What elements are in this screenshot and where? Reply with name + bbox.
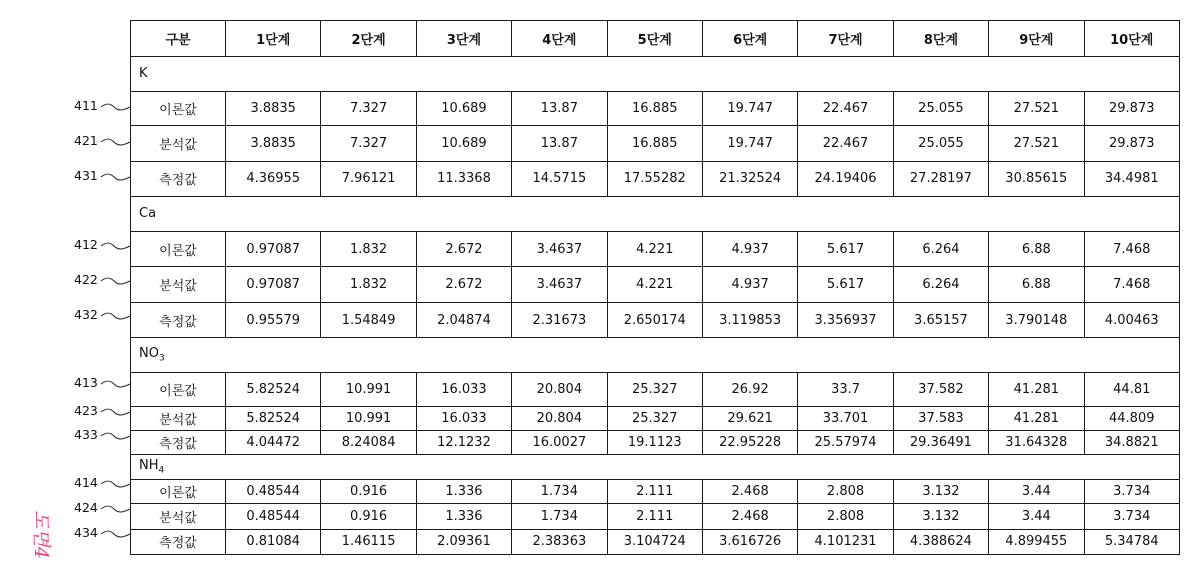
value-cell: 13.87 — [512, 126, 607, 162]
value-cell: 1.734 — [512, 504, 607, 529]
value-cell: 2.808 — [798, 504, 893, 529]
value-cell: 22.95228 — [702, 430, 797, 454]
value-cell: 3.734 — [1084, 479, 1179, 503]
value-cell: 0.97087 — [226, 231, 321, 267]
leader-line — [100, 173, 130, 181]
value-cell: 25.055 — [893, 91, 988, 126]
header-row — [131, 21, 1180, 57]
table-row — [131, 373, 1180, 407]
reference-numerals — [0, 0, 130, 579]
value-cell: 10.991 — [321, 373, 416, 407]
row-name: 분석값 — [131, 267, 226, 303]
value-cell: 2.672 — [416, 267, 511, 303]
value-cell: 0.916 — [321, 504, 416, 529]
figure-label — [14, 505, 52, 570]
value-cell: 2.468 — [702, 479, 797, 503]
value-cell: 4.388624 — [893, 529, 988, 555]
value-cell: 7.468 — [1084, 231, 1179, 267]
leader-line — [100, 242, 130, 250]
value-cell: 16.885 — [607, 91, 702, 126]
value-cell: 16.033 — [416, 373, 511, 407]
value-cell: 24.19406 — [798, 161, 893, 197]
value-cell: 1.46115 — [321, 529, 416, 555]
value-cell: 3.65157 — [893, 302, 988, 338]
value-cell: 16.885 — [607, 126, 702, 162]
value-cell: 0.95579 — [226, 302, 321, 338]
row-name: 측정값 — [131, 430, 226, 454]
value-cell: 2.04874 — [416, 302, 511, 338]
leader-line — [100, 408, 130, 416]
value-cell: 37.583 — [893, 406, 988, 430]
value-cell: 3.790148 — [989, 302, 1084, 338]
value-cell: 4.937 — [702, 267, 797, 303]
table-row — [131, 529, 1180, 555]
section-row — [131, 455, 1180, 479]
reference-numeral: 412 — [74, 236, 98, 252]
value-cell: 3.44 — [989, 504, 1084, 529]
value-cell: 31.64328 — [989, 430, 1084, 454]
leader-line — [100, 312, 130, 320]
value-cell: 12.1232 — [416, 430, 511, 454]
value-cell: 25.327 — [607, 373, 702, 407]
value-cell: 3.734 — [1084, 504, 1179, 529]
value-cell: 29.36491 — [893, 430, 988, 454]
header-cell: 5단계 — [607, 21, 702, 57]
value-cell: 19.747 — [702, 126, 797, 162]
header-cell: 4단계 — [512, 21, 607, 57]
reference-numeral: 423 — [74, 403, 98, 418]
value-cell: 25.327 — [607, 406, 702, 430]
table-row — [131, 267, 1180, 303]
value-cell: 10.689 — [416, 91, 511, 126]
value-cell: 1.832 — [321, 267, 416, 303]
table-row — [131, 161, 1180, 197]
section-label — [131, 197, 1180, 232]
value-cell: 2.31673 — [512, 302, 607, 338]
value-cell: 34.8821 — [1084, 430, 1179, 454]
row-name: 측정값 — [131, 529, 226, 555]
value-cell: 3.132 — [893, 504, 988, 529]
table-row — [131, 302, 1180, 338]
value-cell: 3.616726 — [702, 529, 797, 555]
section-label-text: NO — [139, 346, 159, 362]
value-cell: 5.617 — [798, 267, 893, 303]
row-name: 분석값 — [131, 406, 226, 430]
section-label-text: NH — [139, 458, 159, 474]
reference-numeral: 414 — [74, 475, 98, 490]
value-cell: 10.689 — [416, 126, 511, 162]
table-row — [131, 479, 1180, 503]
table-row — [131, 406, 1180, 430]
value-cell: 7.468 — [1084, 267, 1179, 303]
value-cell: 3.4637 — [512, 231, 607, 267]
value-cell: 6.88 — [989, 231, 1084, 267]
value-cell: 0.97087 — [226, 267, 321, 303]
value-cell: 34.4981 — [1084, 161, 1179, 197]
value-cell: 6.264 — [893, 231, 988, 267]
header-cell: 8단계 — [893, 21, 988, 57]
value-cell: 26.92 — [702, 373, 797, 407]
value-cell: 27.521 — [989, 91, 1084, 126]
value-cell: 20.804 — [512, 373, 607, 407]
value-cell: 27.521 — [989, 126, 1084, 162]
row-name: 이론값 — [131, 373, 226, 407]
value-cell: 5.34784 — [1084, 529, 1179, 555]
leader-line — [100, 103, 130, 111]
reference-numeral: 432 — [74, 306, 98, 322]
value-cell: 19.747 — [702, 91, 797, 126]
reference-numeral: 424 — [74, 499, 98, 515]
value-cell: 2.111 — [607, 504, 702, 529]
table-row — [131, 231, 1180, 267]
figure-label-text: 도면4 — [30, 510, 52, 559]
value-cell: 2.38363 — [512, 529, 607, 555]
section-row — [131, 57, 1180, 92]
value-cell: 14.5715 — [512, 161, 607, 197]
header-cell: 9단계 — [989, 21, 1084, 57]
value-cell: 2.650174 — [607, 302, 702, 338]
table-row — [131, 91, 1180, 126]
value-cell: 20.804 — [512, 406, 607, 430]
value-cell: 25.57974 — [798, 430, 893, 454]
value-cell: 4.00463 — [1084, 302, 1179, 338]
value-cell: 4.221 — [607, 231, 702, 267]
reference-numeral: 413 — [74, 374, 98, 390]
value-cell: 8.24084 — [321, 430, 416, 454]
header-cell: 3단계 — [416, 21, 511, 57]
header-cell: 6단계 — [702, 21, 797, 57]
value-cell: 1.832 — [321, 231, 416, 267]
reference-numeral: 434 — [74, 524, 98, 540]
value-cell: 3.8835 — [226, 126, 321, 162]
section-label — [131, 57, 1180, 92]
value-cell: 0.916 — [321, 479, 416, 503]
value-cell: 2.468 — [702, 504, 797, 529]
row-name: 측정값 — [131, 302, 226, 338]
value-cell: 4.899455 — [989, 529, 1084, 555]
header-cell: 10단계 — [1084, 21, 1179, 57]
value-cell: 0.48544 — [226, 479, 321, 503]
header-cell: 구분 — [131, 21, 226, 57]
value-cell: 2.672 — [416, 231, 511, 267]
value-cell: 16.033 — [416, 406, 511, 430]
row-name: 이론값 — [131, 231, 226, 267]
value-cell: 3.4637 — [512, 267, 607, 303]
value-cell: 29.621 — [702, 406, 797, 430]
value-cell: 7.96121 — [321, 161, 416, 197]
value-cell: 19.1123 — [607, 430, 702, 454]
value-cell: 6.264 — [893, 267, 988, 303]
row-name: 이론값 — [131, 91, 226, 126]
table-row — [131, 504, 1180, 529]
row-name: 측정값 — [131, 161, 226, 197]
table-row — [131, 126, 1180, 162]
value-cell: 2.09361 — [416, 529, 511, 555]
section-label — [131, 338, 1180, 373]
value-cell: 4.36955 — [226, 161, 321, 197]
value-cell: 16.0027 — [512, 430, 607, 454]
value-cell: 33.701 — [798, 406, 893, 430]
value-cell: 3.132 — [893, 479, 988, 503]
value-cell: 3.44 — [989, 479, 1084, 503]
row-name: 이론값 — [131, 479, 226, 503]
value-cell: 44.81 — [1084, 373, 1179, 407]
value-cell: 4.101231 — [798, 529, 893, 555]
value-cell: 3.119853 — [702, 302, 797, 338]
value-cell: 4.937 — [702, 231, 797, 267]
reference-numeral: 431 — [74, 167, 98, 183]
section-row — [131, 197, 1180, 232]
row-name: 분석값 — [131, 126, 226, 162]
value-cell: 0.81084 — [226, 529, 321, 555]
value-cell: 1.336 — [416, 504, 511, 529]
section-label-text: K — [139, 66, 148, 82]
leader-line — [100, 277, 130, 285]
leader-line — [100, 505, 130, 513]
value-cell: 5.82524 — [226, 406, 321, 430]
value-cell: 30.85615 — [989, 161, 1084, 197]
value-cell: 41.281 — [989, 373, 1084, 407]
section-label-text: Ca — [139, 206, 157, 222]
leader-line — [100, 432, 130, 440]
section-label-subscript: 4 — [158, 465, 165, 476]
table-row — [131, 430, 1180, 454]
value-cell: 25.055 — [893, 126, 988, 162]
reference-numeral: 411 — [74, 98, 98, 113]
value-cell: 2.808 — [798, 479, 893, 503]
value-cell: 1.54849 — [321, 302, 416, 338]
value-cell: 3.8835 — [226, 91, 321, 126]
value-cell: 2.111 — [607, 479, 702, 503]
value-cell: 1.336 — [416, 479, 511, 503]
value-cell: 22.467 — [798, 91, 893, 126]
row-name: 분석값 — [131, 504, 226, 529]
value-cell: 10.991 — [321, 406, 416, 430]
value-cell: 17.55282 — [607, 161, 702, 197]
value-cell: 13.87 — [512, 91, 607, 126]
leader-line — [100, 480, 130, 488]
value-cell: 4.221 — [607, 267, 702, 303]
reference-numeral: 421 — [74, 132, 98, 148]
section-label-subscript: 3 — [158, 354, 165, 365]
header-cell: 7단계 — [798, 21, 893, 57]
header-cell: 2단계 — [321, 21, 416, 57]
value-cell: 33.7 — [798, 373, 893, 407]
value-cell: 3.104724 — [607, 529, 702, 555]
reference-numeral: 422 — [74, 271, 98, 287]
value-cell: 4.04472 — [226, 430, 321, 454]
value-cell: 22.467 — [798, 126, 893, 162]
leader-line — [100, 138, 130, 146]
value-cell: 37.582 — [893, 373, 988, 407]
value-cell: 3.356937 — [798, 302, 893, 338]
value-cell: 21.32524 — [702, 161, 797, 197]
value-cell: 11.3368 — [416, 161, 511, 197]
value-cell: 29.873 — [1084, 91, 1179, 126]
section-label — [131, 455, 1180, 479]
value-cell: 44.809 — [1084, 406, 1179, 430]
leader-line — [100, 380, 130, 388]
data-table — [130, 20, 1180, 555]
value-cell: 5.82524 — [226, 373, 321, 407]
reference-numeral: 433 — [74, 427, 98, 442]
header-cell: 1단계 — [226, 21, 321, 57]
value-cell: 5.617 — [798, 231, 893, 267]
value-cell: 7.327 — [321, 126, 416, 162]
value-cell: 7.327 — [321, 91, 416, 126]
value-cell: 1.734 — [512, 479, 607, 503]
value-cell: 0.48544 — [226, 504, 321, 529]
section-row — [131, 338, 1180, 373]
value-cell: 6.88 — [989, 267, 1084, 303]
value-cell: 27.28197 — [893, 161, 988, 197]
value-cell: 29.873 — [1084, 126, 1179, 162]
leader-line — [100, 530, 130, 538]
value-cell: 41.281 — [989, 406, 1084, 430]
